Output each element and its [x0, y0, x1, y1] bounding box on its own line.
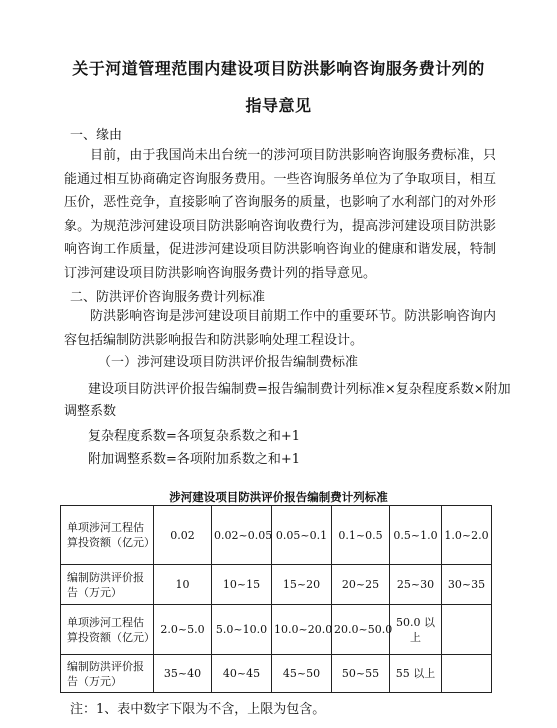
document-title-line-2: 指导意见 [245, 96, 312, 115]
table-cell: 30~35 [442, 565, 492, 605]
row-header: 编制防洪评价报告（万元） [61, 565, 154, 605]
row-header: 单项涉河工程估算投资额（亿元） [61, 506, 154, 565]
row-header: 单项涉河工程估算投资额（亿元） [61, 605, 154, 655]
table-caption: 涉河建设项目防洪评价报告编制费计列标准 [169, 490, 388, 504]
table-row [61, 506, 492, 565]
table-cell: 0.5~1.0 [390, 506, 442, 565]
row-header: 编制防洪评价报告（万元） [61, 655, 154, 693]
table-cell: 55 以上 [390, 655, 442, 693]
additional-coefficient-formula: 附加调整系数=各项附加系数之和+1 [88, 452, 301, 467]
table-cell: 10 [154, 565, 212, 605]
table-cell: 2.0~5.0 [154, 605, 212, 655]
table-cell: 20~25 [332, 565, 390, 605]
table-cell: 10.0~20.0 [272, 605, 332, 655]
section-2-paragraph: 防洪影响咨询是涉河建设项目前期工作中的重要环节。防洪影响咨询内容包括编制防洪影响报告和防洪影响处理工程设计。 [64, 309, 496, 348]
table-cell: 10~15 [212, 565, 272, 605]
table-cell: 40~45 [212, 655, 272, 693]
table-note: 注：1、表中数字下限为不含，上限为包含。 [70, 702, 326, 717]
table-cell: 0.1~0.5 [332, 506, 390, 565]
table-cell: 45~50 [272, 655, 332, 693]
table-cell [442, 655, 492, 693]
table-cell: 0.02 [154, 506, 212, 565]
document-title-line-1: 关于河道管理范围内建设项目防洪影响咨询服务费计列的 [72, 59, 485, 78]
fee-standard-table [60, 505, 492, 693]
section-2-heading: 二、防洪评价咨询服务费计列标准 [70, 290, 266, 305]
table-cell: 50~55 [332, 655, 390, 693]
table-cell: 25~30 [390, 565, 442, 605]
table-cell: 0.02~0.05 [212, 506, 272, 565]
table-row [61, 605, 492, 655]
table-cell: 15~20 [272, 565, 332, 605]
table-cell: 5.0~10.0 [212, 605, 272, 655]
section-1-heading: 一、缘由 [70, 128, 123, 143]
table-cell: 50.0 以上 [390, 605, 442, 655]
formula-line-1: 建设项目防洪评价报告编制费=报告编制费计列标准×复杂程度系数×附加 [88, 382, 511, 397]
table-cell: 20.0~50.0 [332, 605, 390, 655]
table-row [61, 655, 492, 693]
section-1-paragraph: 目前，由于我国尚未出台统一的涉河项目防洪影响咨询服务费标准，只能通过相互协商确定咨询服务费用。一些咨询服务单位为了争取项目，相互压价，恶性竞争，直接影响了咨询服务的质量，也影响了水利部门的对外形象。为规范涉河建设项目防洪影响咨询收费行为，提高涉河建设项目防洪影响咨询工作质量，促进涉河建设项目防洪影响咨询业的健康和谐发展，特制订涉河建设项目防洪影响咨询服务费计列的指导意见。 [64, 148, 496, 281]
formula-line-2: 调整系数 [64, 404, 117, 419]
table-row [61, 565, 492, 605]
table-cell: 1.0~2.0 [442, 506, 492, 565]
table-cell [442, 605, 492, 655]
complexity-coefficient-formula: 复杂程度系数=各项复杂系数之和+1 [88, 429, 301, 444]
subsection-1-heading: （一）涉河建设项目防洪评价报告编制费标准 [98, 355, 359, 370]
table-cell: 35~40 [154, 655, 212, 693]
table-cell: 0.05~0.1 [272, 506, 332, 565]
